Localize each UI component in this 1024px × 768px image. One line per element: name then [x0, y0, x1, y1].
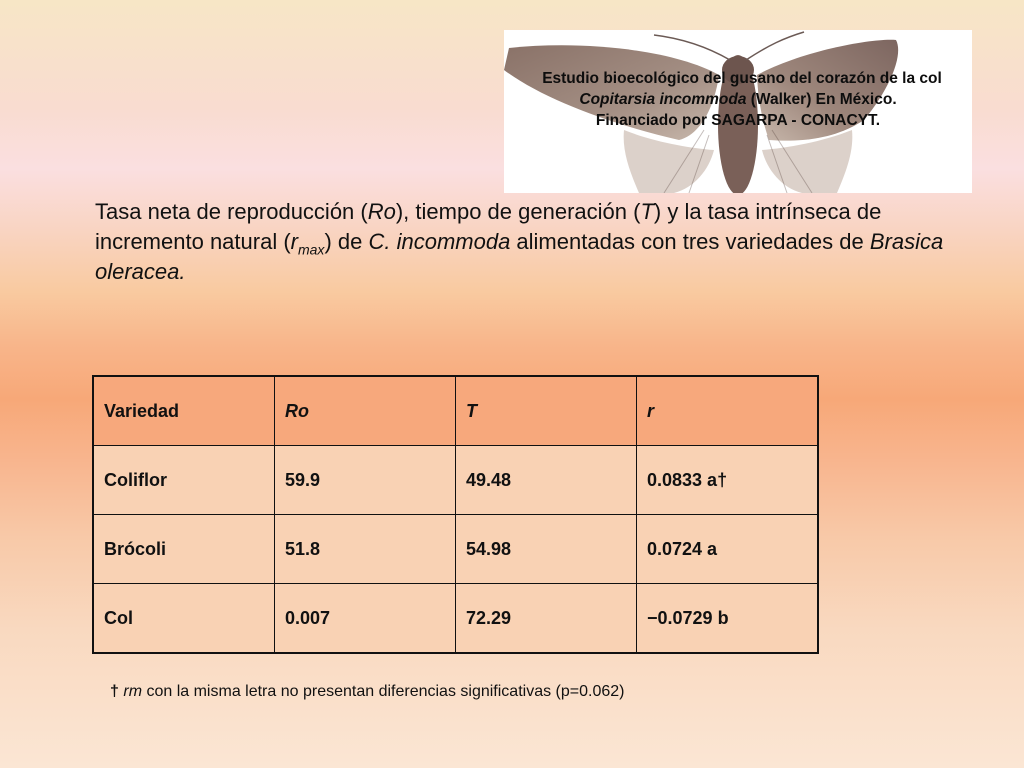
table-row: [93, 446, 818, 515]
cell-ro: 51.8: [275, 515, 456, 584]
cell-variedad: Coliflor: [93, 446, 275, 515]
desc-part: ) de: [324, 229, 369, 254]
results-table: [92, 375, 819, 654]
banner-line-2: [504, 89, 972, 110]
table-row: [93, 515, 818, 584]
footnote-text: con la misma letra no presentan diferencias significativas (p=0.062): [142, 683, 625, 700]
desc-part: ), tiempo de generación (: [395, 199, 641, 224]
footnote-rm: rm: [123, 683, 143, 700]
banner-caption: [504, 68, 972, 131]
banner-line-2-rest: (Walker) En México.: [746, 91, 897, 108]
slide-description: [95, 197, 975, 287]
header-r: r: [637, 376, 819, 446]
header-t: T: [456, 376, 637, 446]
header-variedad: Variedad: [93, 376, 275, 446]
desc-plant: Brasica oleracea.: [95, 229, 944, 284]
cell-variedad: Col: [93, 584, 275, 654]
desc-t: T: [640, 199, 654, 224]
cell-variedad: Brócoli: [93, 515, 275, 584]
desc-r: r: [290, 229, 298, 254]
cell-ro: 59.9: [275, 446, 456, 515]
desc-part: Tasa neta de reproducción (: [95, 199, 368, 224]
cell-r: 0.0833 a†: [637, 446, 819, 515]
cell-t: 49.48: [456, 446, 637, 515]
banner-species: Copitarsia incommoda: [579, 91, 747, 108]
desc-part: ) y la tasa intrínseca de incremento natural (: [95, 199, 882, 254]
cell-r: −0.0729 b: [637, 584, 819, 654]
banner-line-3: Financiado por SAGARPA - CONACYT.: [595, 112, 881, 129]
table-footnote: [110, 683, 624, 701]
cell-t: 54.98: [456, 515, 637, 584]
footnote-dagger: †: [110, 683, 119, 700]
desc-species: C. incommoda: [368, 229, 511, 254]
banner-line-1: Estudio bioecológico del gusano del corazón de la col: [542, 70, 942, 87]
table-header-row: [93, 376, 818, 446]
desc-ro: Ro: [367, 199, 396, 224]
cell-ro: 0.007: [275, 584, 456, 654]
header-ro: Ro: [275, 376, 456, 446]
cell-t: 72.29: [456, 584, 637, 654]
cell-r: 0.0724 a: [637, 515, 819, 584]
header-banner: [504, 30, 972, 193]
table-row: [93, 584, 818, 654]
desc-part: alimentadas con tres variedades de: [510, 229, 870, 254]
desc-max: max: [297, 241, 325, 258]
